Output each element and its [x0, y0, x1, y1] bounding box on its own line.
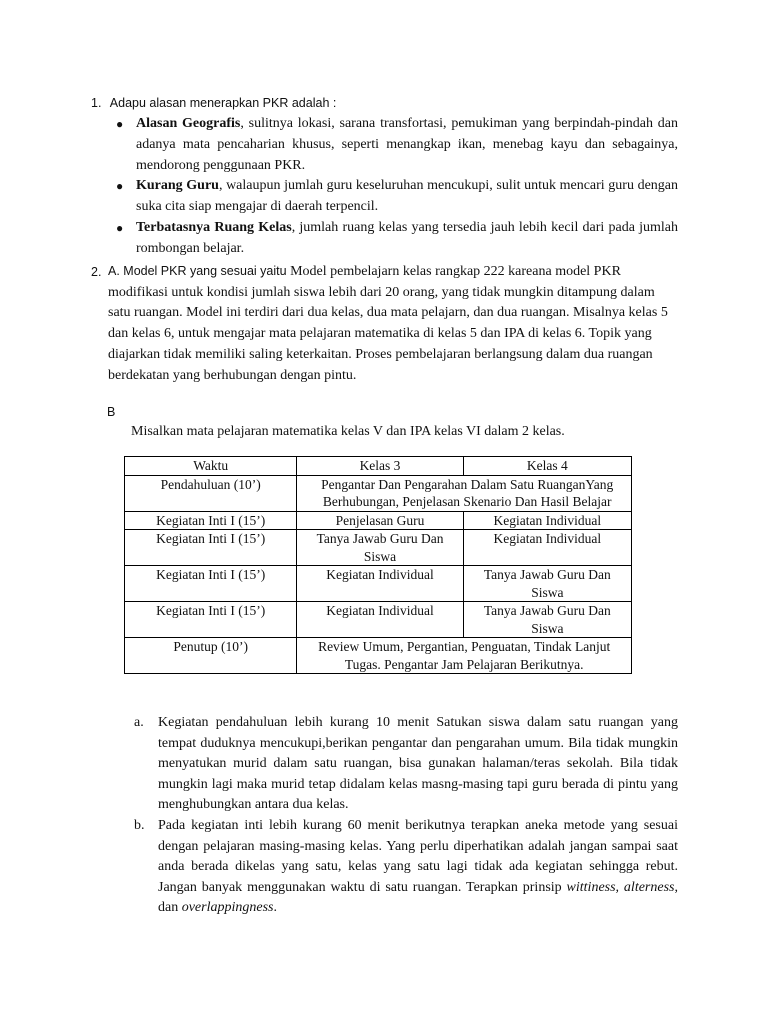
- bullet-icon: ●: [116, 221, 124, 235]
- question-2-lead: A. Model PKR yang sesuai yaitu: [108, 264, 287, 278]
- note-end: .: [273, 900, 277, 916]
- note-text: Kegiatan pendahuluan lebih kurang 10 menit Satukan siswa dalam satu ruangan yang tempat duduknya mencukupi,berikan pengantar dan pengarahan umum. Bila tidak mungkin menyatukan murid dalam satu ruangan, bisa gunakan halaman/teras sekolah. Bila tidak mungkin lagi maka murid tetap didalam kelas masng-masing tapi guru berada di pintu yang menghubungkan antara dua kelas.: [158, 715, 678, 813]
- bullet-text: [136, 218, 678, 260]
- bullet-icon: ●: [116, 117, 124, 131]
- table-header-cell: Kelas 3: [297, 457, 463, 476]
- table-cell-waktu: Kegiatan Inti I (15’): [125, 602, 297, 638]
- table-cell-kelas-4: Kegiatan Individual: [463, 511, 631, 530]
- table-cell-waktu: Pendahuluan (10’): [125, 475, 297, 511]
- table-row: [125, 638, 632, 674]
- question-2-text: Model pembelajarn kelas rangkap 222 kareana model PKR modifikasi untuk kondisi jumlah siswa lebih dari 20 orang, yang tidak mungkin ditampung dalam satu ruangan. Model ini terdiri dari dua kelas, dua mata pelajarn, dan dua ruangan. Misalnya kelas 5 dan kelas 6, untuk mengajar mata pelajaran matematika di kelas 5 dan IPA di kelas 6. Topik yang diajarkan tidak memiliki saling keterkaitan. Proses pembelajaran berlangsung dalam dua ruangan berdekatan yang berhubungan dengan pintu.: [108, 264, 668, 383]
- table-cell-kelas-3: Kegiatan Individual: [297, 602, 463, 638]
- table-cell-kelas-3: Penjelasan Guru: [297, 511, 463, 530]
- table-cell-kelas-3: Tanya Jawab Guru Dan Siswa: [297, 530, 463, 566]
- bullet-text: [136, 176, 678, 218]
- table-row: [125, 511, 632, 530]
- bullet-body: , jumlah ruang kelas yang tersedia jauh lebih kecil dari pada jumlah rombongan belajar.: [136, 220, 678, 256]
- table-row: [125, 530, 632, 566]
- note-marker: b.: [134, 818, 145, 833]
- bullet-bold-term: Terbatasnya Ruang Kelas: [136, 220, 292, 235]
- table-cell-kelas-4: Tanya Jawab Guru Dan Siswa: [463, 602, 631, 638]
- question-1-heading: [91, 95, 336, 111]
- question-1-number: 1.: [91, 96, 102, 110]
- bullet-text: [136, 114, 678, 176]
- note-italic-term: wittiness, alterness: [566, 879, 675, 895]
- question-2-body: [108, 261, 668, 386]
- table-cell-waktu: Kegiatan Inti I (15’): [125, 566, 297, 602]
- section-b-label: B: [107, 405, 116, 419]
- note-text: [158, 816, 678, 919]
- bullet-bold-term: Alasan Geografis: [136, 116, 241, 131]
- table-cell-waktu: Penutup (10’): [125, 638, 297, 674]
- bullet-bold-term: Kurang Guru: [136, 178, 219, 193]
- table-cell-waktu: Kegiatan Inti I (15’): [125, 530, 297, 566]
- table-header-cell: Waktu: [125, 457, 297, 476]
- section-b-intro: Misalkan mata pelajaran matematika kelas V dan IPA kelas VI dalam 2 kelas.: [131, 424, 565, 439]
- table-cell-merged: Review Umum, Pergantian, Penguatan, Tindak Lanjut Tugas. Pengantar Jam Pelajaran Berikutnya.: [297, 638, 632, 674]
- question-1-title: Adapu alasan menerapkan PKR adalah :: [109, 96, 337, 110]
- table-row: [125, 602, 632, 638]
- table-header-row: [125, 457, 632, 476]
- bullet-body: , walaupun jumlah guru keseluruhan mencukupi, sulit untuk mencari guru dengan suka cita siap mengajar di daerah terpencil.: [136, 178, 678, 214]
- note-italic-term: overlappingness: [181, 900, 274, 916]
- table-cell-merged: Pengantar Dan Pengarahan Dalam Satu RuanganYang Berhubungan, Penjelasan Skenario Dan Hasil Belajar: [297, 475, 632, 511]
- bullet-icon: ●: [116, 179, 124, 193]
- table-cell-kelas-3: Kegiatan Individual: [297, 566, 463, 602]
- table-cell-kelas-4: Kegiatan Individual: [463, 530, 631, 566]
- schedule-table: [124, 456, 632, 674]
- table-header-cell: Kelas 4: [463, 457, 631, 476]
- note-body: Pada kegiatan inti lebih kurang 60 menit berikutnya terapkan aneka metode yang sesuai dengan pelajaran masing-masing kelas. Yang perlu diperhatikan adalah jangan sampai saat anda berada dikelas yang satu, kelas yang satu lagi tidak ada kegiatan sehingga rebut. Jangan banyak menggunakan waktu di satu ruangan. Terapkan prinsip: [158, 818, 678, 895]
- bullet-body: , sulitnya lokasi, sarana transfortasi, pemukiman yang berpindah-pindah dan adanya mata pencaharian khusus, seperti menangkap ikan, menebag kayu dan sebagainya, mendorong penggunaan PKR.: [136, 116, 678, 173]
- note-connector: , dan: [158, 879, 678, 916]
- table-row: [125, 475, 632, 511]
- table-row: [125, 566, 632, 602]
- table-cell-waktu: Kegiatan Inti I (15’): [125, 511, 297, 530]
- table-cell-kelas-4: Tanya Jawab Guru Dan Siswa: [463, 566, 631, 602]
- question-2-number: 2.: [91, 265, 102, 279]
- note-marker: a.: [134, 715, 144, 730]
